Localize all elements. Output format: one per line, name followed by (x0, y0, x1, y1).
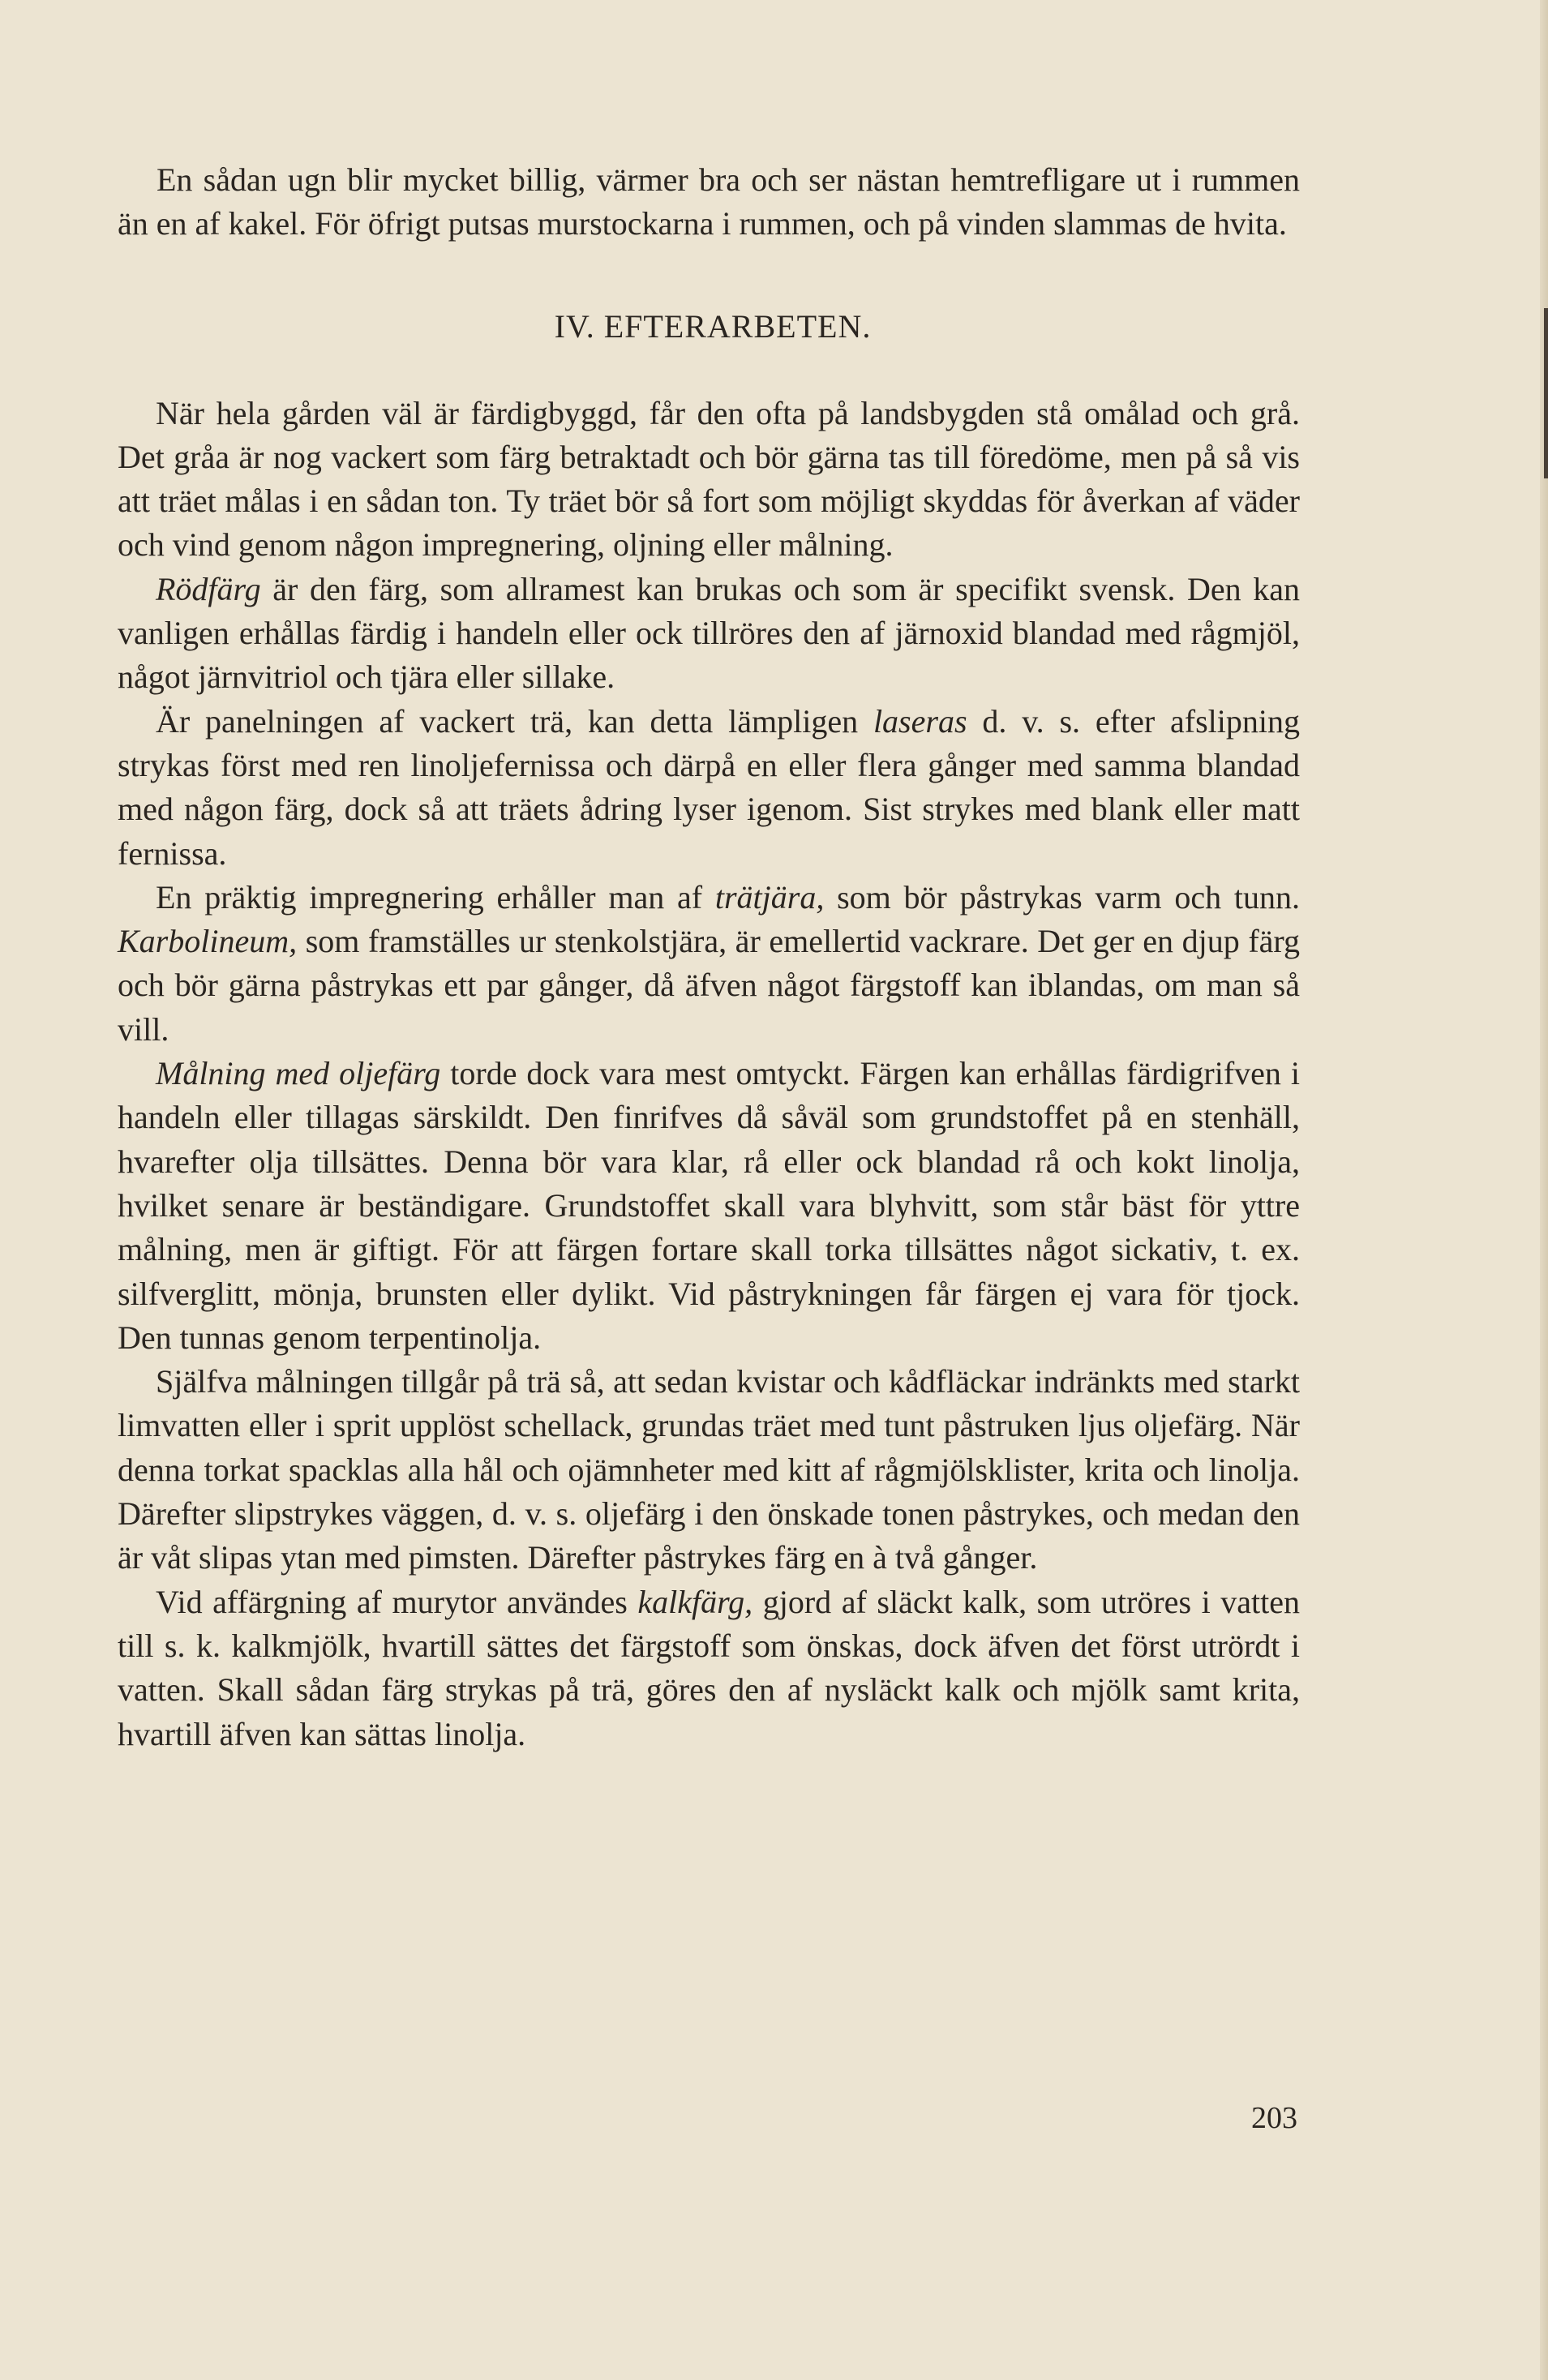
term-laseras: laseras (873, 702, 967, 740)
page-text (118, 158, 1300, 1756)
opening-paragraph: En sådan ugn blir mycket billig, värmer bra och ser nästan hemtrefligare ut i rummen än en af kakel. För öfrigt putsas murstockarna i rummen, och på vinden slammas de hvita. (118, 161, 1300, 242)
paragraph-lasering-start: Är panelningen af vackert trä, kan detta lämpligen (156, 702, 873, 740)
term-rodfarg: Rödfärg (156, 570, 261, 607)
paragraph-kalkfarg (118, 1580, 1300, 1756)
paragraph-oljefarg-text: torde dock vara mest omtyckt. Färgen kan erhållas färdigrifven i handeln eller tillagas särskildt. Den finrifves då såväl som grundstoffet på en stenhäll, hvarefter olja tillsättes. Denna bör vara klar, rå eller ock blandad rå och kokt linolja, hvilket senare är beständigare. Grundstoffet skall vara blyhvitt, som står bäst för yttre målning, men är giftigt. För att färgen fortare skall torka tillsättes något sickativ, t. ex. silfverglitt, mönja, brunsten eller dylikt. Vid påstrykningen får färgen ej vara för tjock. Den tunnas genom terpentinolja. (118, 1055, 1300, 1356)
paragraph-lasering-end: d. v. s. efter afslipning strykas först med ren linoljefernissa och därpå en eller flera gånger med samma blandad med någon färg, dock så att träets ådring lyser igenom. Sist strykes med blank eller matt fernissa. (118, 702, 1300, 872)
paragraph-impregnering (118, 876, 1300, 1052)
term-malning-med-oljefarg: Målning med oljefärg (156, 1055, 441, 1092)
page-number: 203 (1251, 2101, 1297, 2135)
paragraph-impregnering-start: En präktig impregnering erhåller man af (156, 878, 715, 916)
paragraph-rodfarg (118, 568, 1300, 700)
paragraph-kalkfarg-end: gjord af släckt kalk, som utröres i vatten till s. k. kalkmjölk, hvartill sättes det färgstoff som önskas, dock äfven det först utrördt i vatten. Skall sådan färg strykas på trä, göres den af nysläckt kalk och mjölk samt krita, hvartill äfven kan sättas linolja. (118, 1583, 1300, 1752)
term-kalkfarg: kalkfärg, (637, 1583, 753, 1620)
paragraph-malningen: Själfva målningen tillgår på trä så, att sedan kvistar och kådfläckar indränkts med starkt limvatten eller i sprit upplöst schellack, grundas träet med tunt påstruken ljus oljefärg. När denna torkat spacklas alla hål och ojämnheter med kitt af rågmjölsklister, krita och linolja. Därefter slipstrykes väggen, d. v. s. oljefärg i den önskade tonen påstrykes, och medan den är våt slipas ytan med pimsten. Därefter påstrykes färg en à två gånger. (118, 1363, 1300, 1576)
page-edge-mark (1544, 308, 1548, 478)
term-tratjara: trätjära, (714, 878, 825, 916)
paragraph-impregnering-end: som framställes ur stenkolstjära, är emellertid vackrare. Det ger en djup färg och bör gärna påstrykas ett par gånger, då äfven något färgstoff kan iblandas, om man så vill. (118, 923, 1300, 1048)
term-karbolineum: Karbolineum, (118, 923, 298, 960)
paragraph-graa-tra: När hela gården väl är färdigbyggd, får den ofta på landsbygden stå omålad och grå. Det gråa är nog vackert som färg betraktadt och bör gärna tas till föredöme, men på så vis att träet målas i en sådan ton. Ty träet bör så fort som möjligt skyddas för åverkan af väder och vind genom någon impregnering, oljning eller målning. (118, 394, 1300, 564)
paragraph-impregnering-middle: som bör påstrykas varm och tunn. (824, 878, 1300, 916)
paragraph-oljefarg (118, 1052, 1300, 1360)
section-heading: IV. EFTERARBETEN. (554, 307, 872, 345)
paragraph-rodfarg-text: är den färg, som allramest kan brukas och som är specifikt svensk. Den kan vanligen erhållas färdig i handeln eller ock tillröres den af järnoxid blandad med rågmjöl, något järnvitriol och tjära eller sillake. (118, 570, 1300, 696)
paragraph-lasering (118, 700, 1300, 876)
paragraph-kalkfarg-start: Vid affärgning af murytor användes (156, 1583, 638, 1620)
